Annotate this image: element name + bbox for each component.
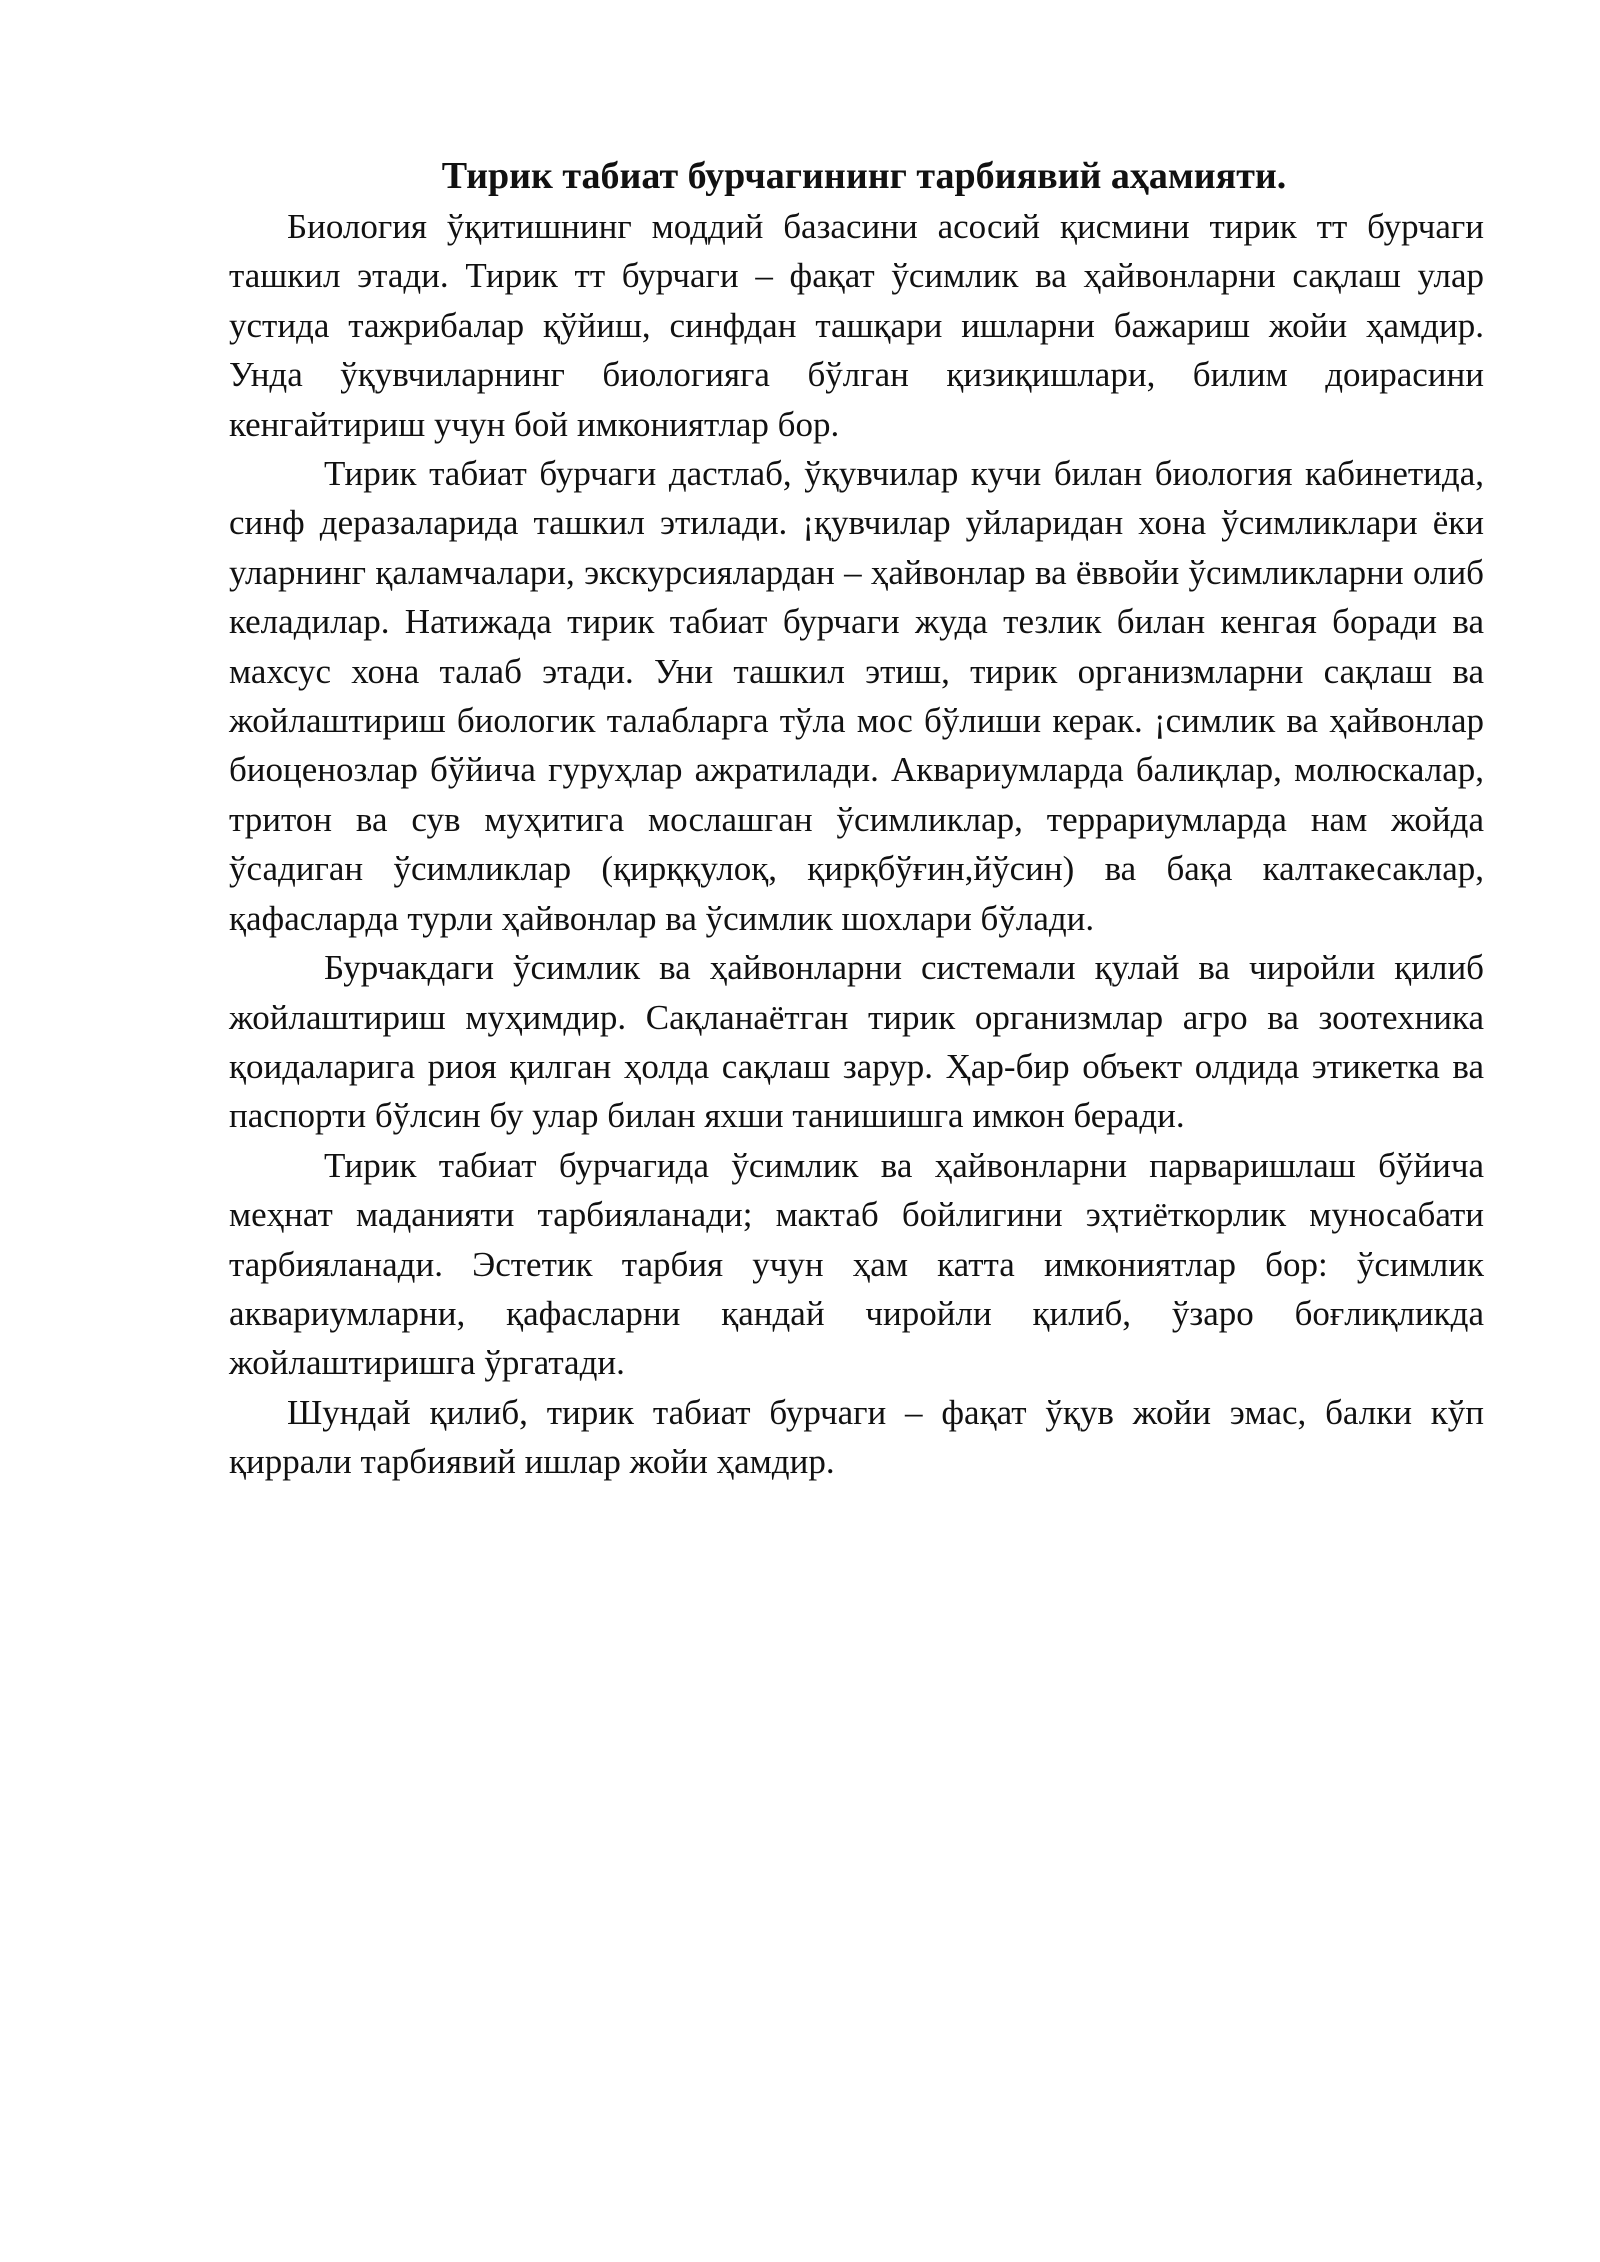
paragraph-organization: Тирик табиат бурчаги дастлаб, ўқувчилар кучи билан биология кабинетида, синф деразаларида ташкил этилади. ¡қувчилар уйларидан хона ўсимликлари ёки уларнинг қаламчалари, экскурсиялардан – ҳайвонлар ва ёввойи ўсимликларни олиб келадилар. Натижада тирик табиат бурчаги жуда тезлик билан кенгая боради ва махсус хона талаб этади. Уни ташкил этиш, тирик организмларни сақлаш ва жойлаштириш биологик талабларга тўла мос бўлиши керак. ¡симлик ва ҳайвонлар биоценозлар бўйича гуруҳлар ажратилади. Аквариумларда балиқлар, молюскалар, тритон ва сув муҳитига мослашган ўсимликлар, террариумларда нам жойда ўсадиган ўсимликлар (қирққулоқ, қирқбўғин,йўсин) ва бақа калтакесаклар, қафасларда турли ҳайвонлар ва ўсимлик шохлари бўлади. (229, 454, 1484, 938)
document-body (229, 150, 1484, 1487)
document-title: Тирик табиат бурчагининг тарбиявий аҳамияти. (441, 155, 1287, 197)
paragraph-conclusion: Шундай қилиб, тирик табиат бурчаги – фақат ўқув жойи эмас, балки кўп қиррали тарбиявий ишлар жойи ҳамдир. (229, 1392, 1484, 1482)
paragraph-placement: Бурчакдаги ўсимлик ва ҳайвонларни системали қулай ва чиройли қилиб жойлаштириш муҳимдир. Сақланаётган тирик организмлар агро ва зоотехника қоидаларига риоя қилган ҳолда сақлаш зарур. Ҳар-бир объект олдида этикетка ва паспорти бўлсин бу улар билан яхши танишишга имкон беради. (229, 948, 1484, 1136)
paragraph-intro: Биология ўқитишнинг моддий базасини асосий қисмини тирик тт бурчаги ташкил этади. Тирик тт бурчаги – фақат ўсимлик ва ҳайвонларни сақлаш улар устида тажрибалар қўйиш, синфдан ташқари ишларни бажариш жойи ҳамдир. Унда ўқувчиларнинг биологияга бўлган қизиқишлари, билим доирасини кенгайтириш учун бой имкониятлар бор. (229, 207, 1484, 444)
paragraph-education: Тирик табиат бурчагида ўсимлик ва ҳайвонларни парваришлаш бўйича меҳнат маданияти тарбияланади; мактаб бойлигини эҳтиёткорлик муносабати тарбияланади. Эстетик тарбия учун ҳам катта имкониятлар бор: ўсимлик аквариумларни, қафасларни қандай чиройли қилиб, ўзаро боғлиқликда жойлаштиришга ўргатади. (229, 1145, 1484, 1383)
